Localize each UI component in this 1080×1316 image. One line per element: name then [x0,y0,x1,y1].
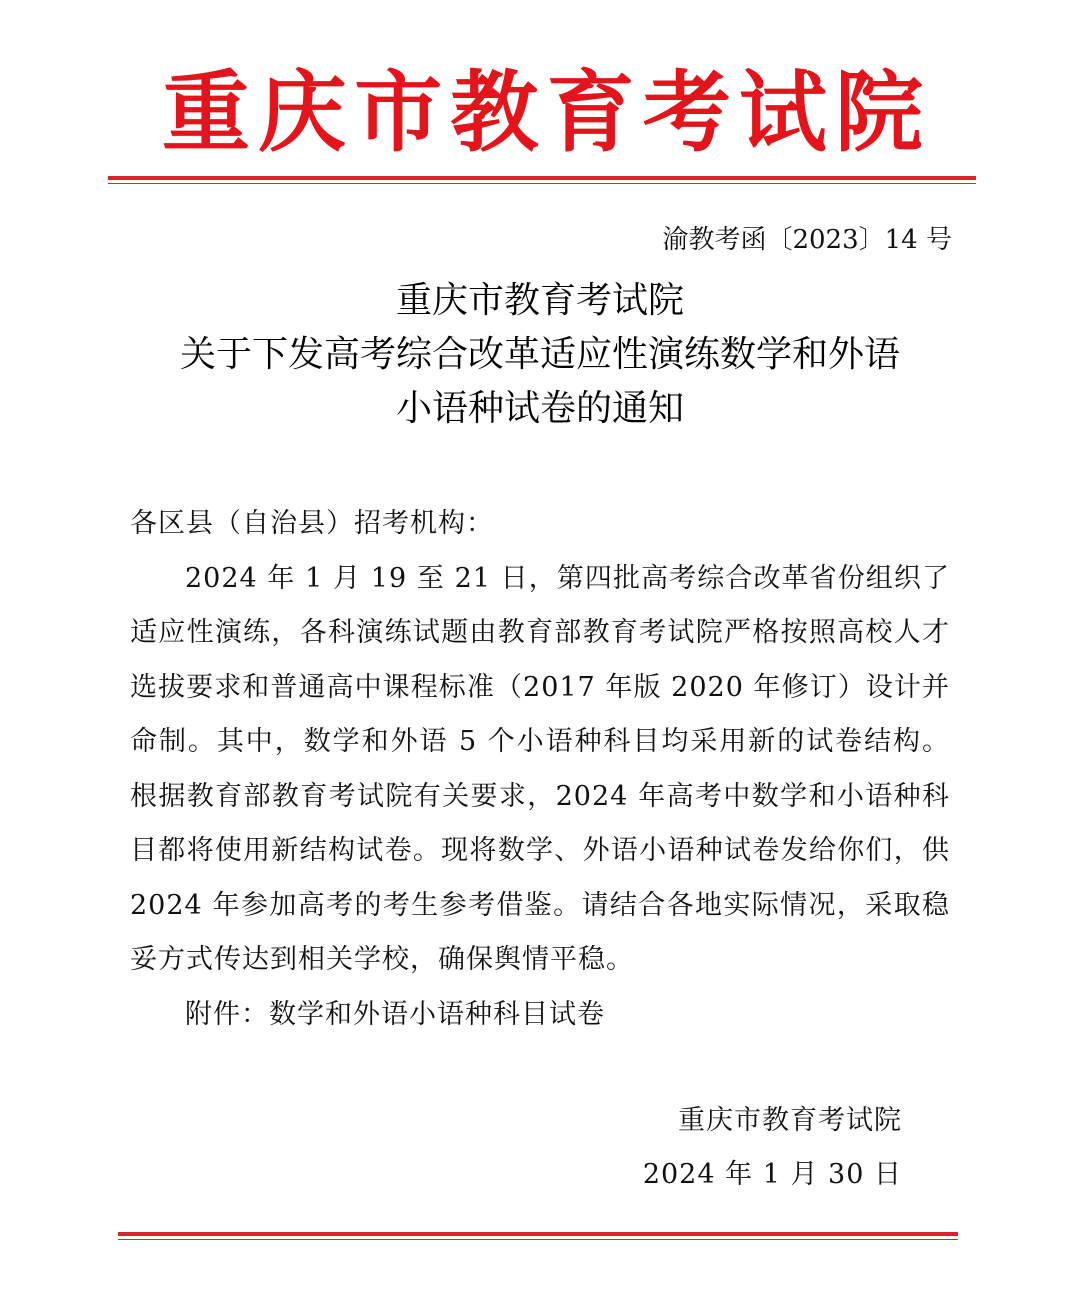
document-title [110,274,970,436]
header-red-rule [108,176,976,180]
title-line: 小语种试卷的通知 [395,388,684,429]
body-paragraph: 2024 年 1 月 19 至 21 日，第四批高考综合改革省份组织了适应性演练，各科演练试题由教育部教育考试院严格按照高校人才选拔要求和普通高中课程标准（2017 年版 2020 年修订）设计并命制。其中，数学和外语 5 个小语种科目均采用新的试卷结构。根据教育部教育考试院有关要求，2024 年高考中数学和小语种科目都将使用新结构试卷。现将数学、外语小语种试卷发给你们，供 2024 年参加高考的考生参考借鉴。请结合各地实际情况，采取稳妥方式传达到相关学校，确保舆情平稳。 [130,562,950,975]
masthead-char: 试 [738,60,827,164]
masthead-char: 市 [354,60,443,164]
masthead-char: 考 [642,60,731,164]
signature-block [643,1094,902,1202]
masthead-char: 育 [546,60,635,164]
salutation: 各区县（自治县）招考机构： [130,508,494,539]
document-body [130,497,950,1042]
masthead-title [110,62,975,162]
issuer-name: 重庆市教育考试院 [678,1105,902,1136]
title-line: 重庆市教育考试院 [395,280,684,321]
masthead-char: 重 [162,60,251,164]
issue-date: 2024 年 1 月 30 日 [642,1159,902,1190]
masthead-char: 教 [450,60,539,164]
footer-red-rule-thin [118,1239,958,1240]
document-number: 渝教考函〔2023〕14 号 [662,225,952,255]
header-red-rule-thin [108,183,976,184]
masthead-char: 庆 [258,60,347,164]
attachment-note: 附件：数学和外语小语种科目试卷 [185,998,605,1030]
footer-red-rule [118,1232,958,1236]
masthead-char: 院 [834,60,923,164]
title-line: 关于下发高考综合改革适应性演练数学和外语 [179,334,900,375]
